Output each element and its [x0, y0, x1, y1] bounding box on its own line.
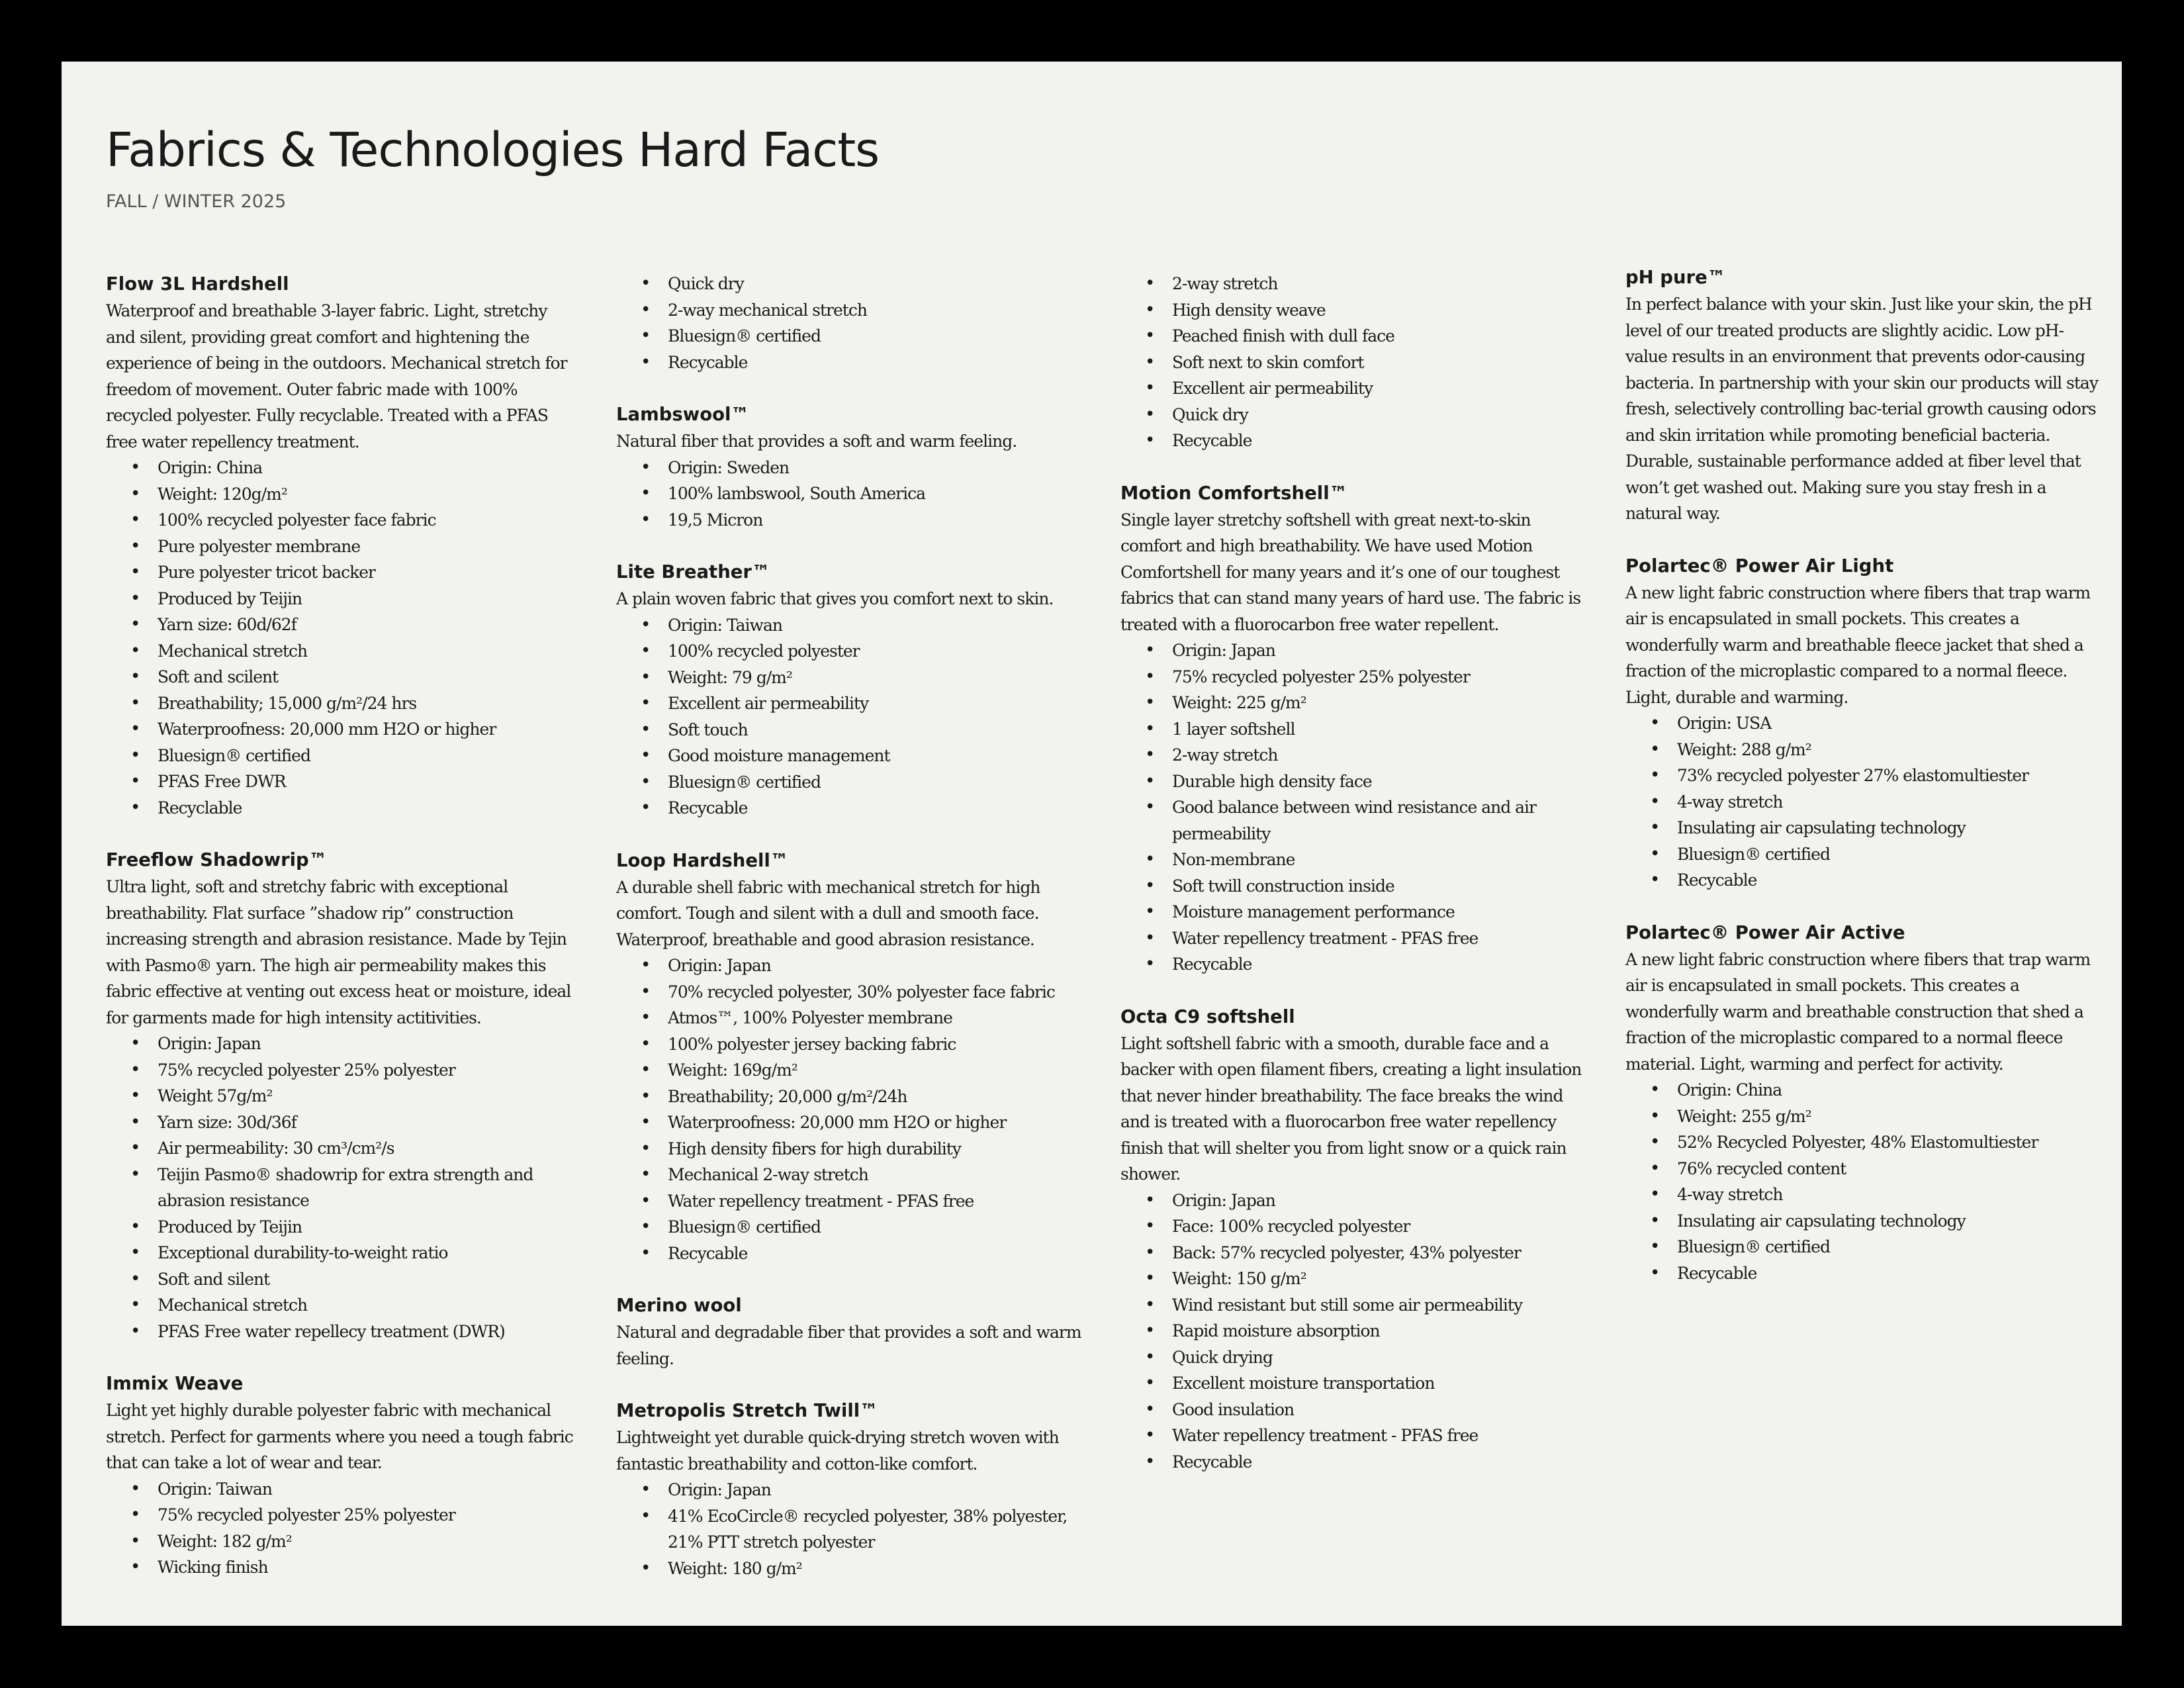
section-description: Natural fiber that provides a soft and warm feeling. — [616, 432, 1017, 451]
spec-item: • Durable high density face — [1172, 769, 1594, 795]
spec-list — [106, 455, 579, 821]
spec-list — [616, 271, 1089, 375]
page-subtitle: FALL / WINTER 2025 — [106, 191, 287, 212]
spec-item: • Origin: Sweden — [668, 455, 1089, 481]
section-description: A plain woven fabric that gives you comfort next to skin. — [616, 589, 1054, 608]
column-1 — [106, 271, 579, 1607]
column-2 — [616, 271, 1089, 1607]
page-title: Fabrics & Technologies Hard Facts — [106, 122, 880, 177]
fabric-section-polartec-power-air-active — [1625, 919, 2099, 1287]
spec-item: • Bluesign® certified — [668, 323, 1089, 350]
spec-item: • Waterproofness: 20,000 mm H2O or higher — [158, 716, 579, 743]
spec-item: • Weight: 169g/m² — [668, 1057, 1089, 1084]
spec-item: • Breathability; 20,000 g/m²/24h — [668, 1084, 1089, 1110]
spec-list — [106, 1031, 579, 1344]
section-heading: Loop Hardshell™ — [616, 849, 789, 871]
spec-item: • Mechanical 2-way stretch — [668, 1162, 1089, 1188]
spec-item: • 100% lambswool, South America — [668, 481, 1089, 507]
section-description: Waterproof and breathable 3-layer fabric. Light, stretchy and silent, providing great comfort and hightening the experience of being in the outdoors. Mechanical stretch for freedom of movement. Outer fabric made with 100% recycled polyester. Fully recyclable. Treated with a PFAS free water repellency treatment. — [106, 301, 567, 451]
spec-item: • 75% recycled polyester 25% polyester — [158, 1057, 579, 1084]
spec-item: • Good insulation — [1172, 1397, 1594, 1423]
fabric-section-continued — [1120, 271, 1594, 454]
spec-item: • Recycable — [1172, 1449, 1594, 1476]
spec-item: • Excellent air permeability — [668, 690, 1089, 717]
spec-item: • Recycable — [668, 795, 1089, 821]
spec-list — [616, 612, 1089, 821]
spec-item: • Water repellency treatment - PFAS free — [1172, 1423, 1594, 1449]
spec-item: • Back: 57% recycled polyester, 43% polyester — [1172, 1240, 1594, 1266]
section-description: Light softshell fabric with a smooth, durable face and a backer with open filament fibers, creating a light insulation that never hinder breathability. The face breaks the wind and is treated with a fluorocarbon free water repellency finish that will shelter you from light snow or a quick rain shower. — [1120, 1033, 1582, 1184]
spec-item: • Origin: USA — [1677, 710, 2099, 737]
spec-item: • Soft and scilent — [158, 664, 579, 690]
spec-item: • Insulating air capsulating technology — [1677, 1208, 2099, 1235]
spec-item: • 4-way stretch — [1677, 1182, 2099, 1208]
spec-item: • Produced by Teijin — [158, 586, 579, 612]
spec-list — [1625, 710, 2099, 894]
spec-item: • Weight 57g/m² — [158, 1083, 579, 1109]
fabric-section-immix-weave — [106, 1370, 579, 1581]
spec-item: • Origin: Japan — [1172, 1188, 1594, 1214]
column-3 — [1120, 271, 1594, 1501]
section-heading: Octa C9 softshell — [1120, 1006, 1295, 1027]
section-heading: Merino wool — [616, 1295, 742, 1316]
spec-item: • Origin: Taiwan — [158, 1476, 579, 1503]
spec-item: • Soft and silent — [158, 1266, 579, 1293]
spec-item: • Rapid moisture absorption — [1172, 1318, 1594, 1344]
spec-item: • Waterproofness: 20,000 mm H2O or higher — [668, 1109, 1089, 1136]
spec-item: • Weight: 255 g/m² — [1677, 1103, 2099, 1130]
spec-item: • 100% recycled polyester face fabric — [158, 507, 579, 534]
spec-item: • 76% recycled content — [1677, 1156, 2099, 1182]
spec-item: • PFAS Free DWR — [158, 769, 579, 795]
spec-item: • Mechanical stretch — [158, 1292, 579, 1319]
section-description: Ultra light, soft and stretchy fabric with exceptional breathability. Flat surface ”shadow rip” construction increasing strength and abrasion resistance. Made by Tejin with Pasmo® yarn. The high air permeability makes this fabric effective at venting out excess heat or moisture, ideal for garments made for high intensity actitivities. — [106, 877, 571, 1027]
spec-list — [106, 1476, 579, 1581]
spec-item: • Weight: 150 g/m² — [1172, 1266, 1594, 1292]
spec-item: • 75% recycled polyester 25% polyester — [158, 1502, 579, 1528]
spec-item: • Bluesign® certified — [1677, 1234, 2099, 1260]
spec-item: • Produced by Teijin — [158, 1214, 579, 1241]
spec-item: • 1 layer softshell — [1172, 716, 1594, 743]
spec-item: • Origin: China — [1677, 1077, 2099, 1103]
section-heading: Lite Breather™ — [616, 561, 770, 583]
section-heading: pH pure™ — [1625, 267, 1726, 288]
spec-item: • Weight: 180 g/m² — [668, 1556, 1089, 1582]
fabric-section-octa-c9-softshell — [1120, 1004, 1594, 1476]
spec-item: • Good balance between wind resistance and air permeability — [1172, 794, 1594, 847]
spec-item: • Recycable — [1172, 428, 1594, 454]
spec-item: • Non-membrane — [1172, 847, 1594, 873]
section-heading: Motion Comfortshell™ — [1120, 482, 1348, 504]
spec-item: • Pure polyester membrane — [158, 534, 579, 560]
spec-item: • Origin: Japan — [158, 1031, 579, 1057]
spec-item: • Good moisture management — [668, 743, 1089, 769]
spec-item: • Recycable — [1677, 867, 2099, 894]
spec-item: • Bluesign® certified — [1677, 841, 2099, 868]
spec-item: • Peached finish with dull face — [1172, 323, 1594, 350]
fabric-section-lite-breather — [616, 559, 1089, 821]
spec-item: • Insulating air capsulating technology — [1677, 815, 2099, 841]
spec-item: • Bluesign® certified — [668, 1214, 1089, 1241]
spec-item: • Soft next to skin comfort — [1172, 350, 1594, 376]
spec-item: • 100% recycled polyester — [668, 638, 1089, 665]
spec-list — [616, 455, 1089, 534]
spec-item: • Quick drying — [1172, 1344, 1594, 1371]
spec-item: • 52% Recycled Polyester, 48% Elastomultiester — [1677, 1129, 2099, 1156]
spec-item: • Wicking finish — [158, 1554, 579, 1581]
spec-list — [616, 1477, 1089, 1581]
spec-item: • Recycable — [1172, 951, 1594, 978]
spec-item: • PFAS Free water repellecy treatment (DWR) — [158, 1319, 579, 1345]
column-4 — [1625, 264, 2099, 1312]
spec-item: • Soft touch — [668, 717, 1089, 743]
fabric-section-continued — [616, 271, 1089, 375]
spec-item: • Yarn size: 60d/62f — [158, 612, 579, 638]
spec-item: • Water repellency treatment - PFAS free — [1172, 925, 1594, 952]
spec-item: • Weight: 79 g/m² — [668, 665, 1089, 691]
fabric-section-polartec-power-air-light — [1625, 553, 2099, 894]
fabric-section-ph-pure — [1625, 264, 2099, 527]
spec-list — [1625, 1077, 2099, 1286]
section-description: A new light fabric construction where fibers that trap warm air is encapsulated in small pockets. This creates a wonderfully warm and breathable construction that shed a fraction of the microplastic compared to a normal fleece material. Light, warming and perfect for activity. — [1625, 949, 2091, 1074]
spec-item: • Moisture management performance — [1172, 899, 1594, 925]
spec-item: • 2-way stretch — [1172, 271, 1594, 297]
spec-item: • Excellent moisture transportation — [1172, 1370, 1594, 1397]
spec-item: • 75% recycled polyester 25% polyester — [1172, 664, 1594, 690]
spec-item: • Weight: 225 g/m² — [1172, 690, 1594, 716]
spec-item: • Weight: 288 g/m² — [1677, 737, 2099, 763]
section-description: Light yet highly durable polyester fabric with mechanical stretch. Perfect for garments where you need a tough fabric that can take a lot of wear and tear. — [106, 1401, 573, 1472]
fabric-section-merino-wool — [616, 1292, 1089, 1372]
spec-item: • Bluesign® certified — [668, 769, 1089, 796]
section-heading: Polartec® Power Air Light — [1625, 555, 1894, 577]
spec-item: • Origin: Japan — [668, 953, 1089, 979]
spec-item: • Air permeability: 30 cm³/cm²/s — [158, 1135, 579, 1162]
spec-item: • Pure polyester tricot backer — [158, 559, 579, 586]
section-description: Lightweight yet durable quick-drying stretch woven with fantastic breathability and cotton-like comfort. — [616, 1428, 1059, 1474]
section-heading: Metropolis Stretch Twill™ — [616, 1400, 878, 1421]
section-description: A durable shell fabric with mechanical stretch for high comfort. Tough and silent with a dull and smooth face. Waterproof, breathable and good abrasion resistance. — [616, 877, 1040, 949]
spec-item: • Breathability; 15,000 g/m²/24 hrs — [158, 690, 579, 717]
section-heading: Flow 3L Hardshell — [106, 273, 289, 295]
spec-item: • Recycable — [668, 1241, 1089, 1267]
spec-item: • Excellent air permeability — [1172, 375, 1594, 402]
spec-item: • 2-way mechanical stretch — [668, 297, 1089, 324]
spec-item: • Origin: Taiwan — [668, 612, 1089, 639]
spec-item: • Recyclable — [158, 795, 579, 821]
spec-item: • High density weave — [1172, 297, 1594, 324]
spec-list — [1120, 637, 1594, 978]
spec-item: • 19,5 Micron — [668, 507, 1089, 534]
fabric-section-metropolis-stretch-twill — [616, 1397, 1089, 1581]
fabric-section-loop-hardshell — [616, 847, 1089, 1267]
spec-item: • 2-way stretch — [1172, 742, 1594, 769]
section-description: In perfect balance with your skin. Just like your skin, the pH level of our treated products are slightly acidic. Low pH-value results in an environment that prevents odor-causing bacteria. In partnership with your skin our products will stay fresh, selectively controlling bac-terial growth causing odors and skin irritation while promoting beneficial bacteria. Durable, sustainable performance added at fiber level that won’t get washed out. Making sure you stay fresh in a natural way. — [1625, 295, 2098, 523]
spec-item: • Weight: 182 g/m² — [158, 1528, 579, 1555]
spec-item: • Origin: China — [158, 455, 579, 481]
section-description: A new light fabric construction where fibers that trap warm air is encapsulated in small pockets. This creates a wonderfully warm and breathable fleece jacket that shed a fraction of the microplastic compared to a normal fleece. Light, durable and warming. — [1625, 583, 2091, 707]
spec-item: • Recycable — [1677, 1260, 2099, 1287]
spec-item: • Soft twill construction inside — [1172, 873, 1594, 900]
section-heading: Freeflow Shadowrip™ — [106, 849, 328, 870]
spec-item: • Yarn size: 30d/36f — [158, 1109, 579, 1136]
spec-item: • Quick dry — [1172, 402, 1594, 428]
section-heading: Immix Weave — [106, 1373, 244, 1394]
document-page — [62, 62, 2122, 1626]
section-description: Single layer stretchy softshell with great next-to-skin comfort and high breathability. We have used Motion Comfortshell for many years and it’s one of our toughest fabrics that can stand many years of hard use. The fabric is treated with a fluorocarbon free water repellent. — [1120, 510, 1581, 634]
spec-item: • Recycable — [668, 350, 1089, 376]
section-heading: Polartec® Power Air Active — [1625, 921, 1905, 943]
fabric-section-flow-3l-hardshell — [106, 271, 579, 821]
spec-list — [616, 953, 1089, 1266]
spec-item: • 100% polyester jersey backing fabric — [668, 1031, 1089, 1058]
spec-list — [1120, 271, 1594, 454]
spec-list — [1120, 1188, 1594, 1476]
spec-item: • Teijin Pasmo® shadowrip for extra strength and abrasion resistance — [158, 1162, 579, 1214]
spec-item: • Origin: Japan — [668, 1477, 1089, 1503]
spec-item: • Face: 100% recycled polyester — [1172, 1213, 1594, 1240]
spec-item: • Atmos™, 100% Polyester membrane — [668, 1005, 1089, 1031]
spec-item: • Water repellency treatment - PFAS free — [668, 1188, 1089, 1215]
section-description: Natural and degradable fiber that provides a soft and warm feeling. — [616, 1323, 1081, 1368]
fabric-section-motion-comfortshell — [1120, 480, 1594, 978]
spec-item: • Bluesign® certified — [158, 743, 579, 769]
section-heading: Lambswool™ — [616, 404, 749, 425]
spec-item: • Quick dry — [668, 271, 1089, 297]
spec-item: • Weight: 120g/m² — [158, 481, 579, 508]
spec-item: • 70% recycled polyester, 30% polyester face fabric — [668, 979, 1089, 1006]
spec-item: • Wind resistant but still some air permeability — [1172, 1292, 1594, 1319]
spec-item: • 4-way stretch — [1677, 789, 2099, 816]
fabric-section-lambswool — [616, 401, 1089, 533]
spec-item: • 73% recycled polyester 27% elastomultiester — [1677, 763, 2099, 789]
spec-item: • Origin: Japan — [1172, 637, 1594, 664]
spec-item: • High density fibers for high durability — [668, 1136, 1089, 1162]
spec-item: • Exceptional durability-to-weight ratio — [158, 1240, 579, 1266]
spec-item: • Mechanical stretch — [158, 638, 579, 665]
fabric-section-freeflow-shadowrip — [106, 847, 579, 1344]
spec-item: • 41% EcoCircle® recycled polyester, 38% polyester, 21% PTT stretch polyester — [668, 1503, 1089, 1556]
